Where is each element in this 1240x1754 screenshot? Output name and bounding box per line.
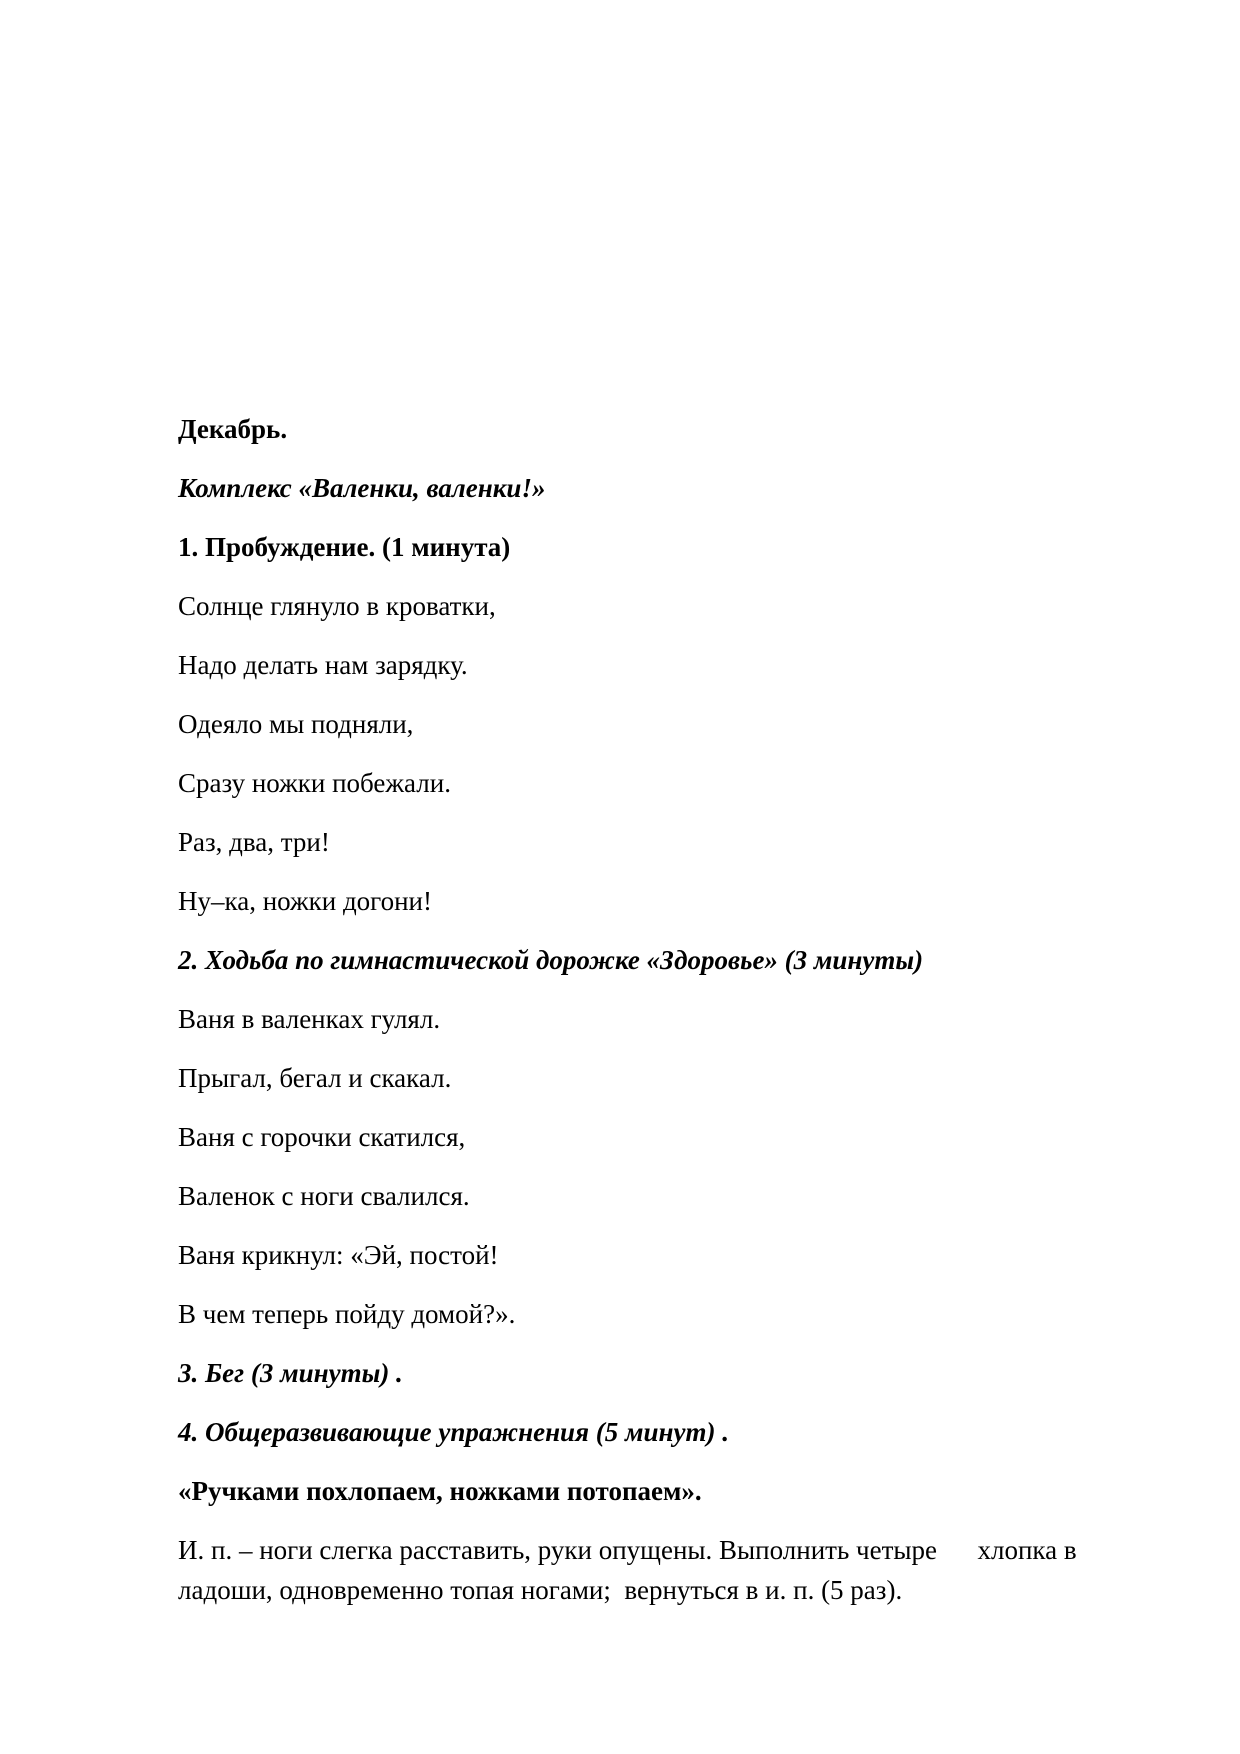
section-3-heading: 3. Бег (3 минуты) . <box>178 1358 403 1388</box>
verse-line: В чем теперь пойду домой?». <box>178 1299 516 1329</box>
exercise-text-line: ладоши, одновременно топая ногами; вернуться в и. п. (5 раз). <box>178 1575 903 1605</box>
exercise-text-line: И. п. – ноги слегка расставить, руки опущены. Выполнить четыре хлопка в <box>178 1535 1077 1565</box>
verse-line: Ваня с горочки скатился, <box>178 1122 466 1152</box>
verse-line: Ну–ка, ножки догони! <box>178 886 432 916</box>
verse-line: Сразу ножки побежали. <box>178 768 451 798</box>
exercise-title: «Ручками похлопаем, ножками потопаем». <box>178 1476 702 1506</box>
verse-line: Ваня крикнул: «Эй, постой! <box>178 1240 499 1270</box>
exercise-description <box>178 1530 1168 1610</box>
complex-title: Комплекс «Валенки, валенки!» <box>178 473 546 503</box>
month-heading: Декабрь. <box>178 414 288 444</box>
verse-line: Одеяло мы подняли, <box>178 709 414 739</box>
verse-line: Раз, два, три! <box>178 827 330 857</box>
verse-line: Ваня в валенках гулял. <box>178 1004 441 1034</box>
verse-line: Прыгал, бегал и скакал. <box>178 1063 452 1093</box>
verse-line: Валенок с ноги свалился. <box>178 1181 470 1211</box>
section-4-heading: 4. Общеразвивающие упражнения (5 минут) . <box>178 1417 729 1447</box>
section-2-heading: 2. Ходьба по гимнастической дорожке «Здоровье» (3 минуты) <box>178 945 924 975</box>
section-1-heading: 1. Пробуждение. (1 минута) <box>178 532 511 562</box>
verse-line: Солнце глянуло в кроватки, <box>178 591 496 621</box>
verse-line: Надо делать нам зарядку. <box>178 650 468 680</box>
